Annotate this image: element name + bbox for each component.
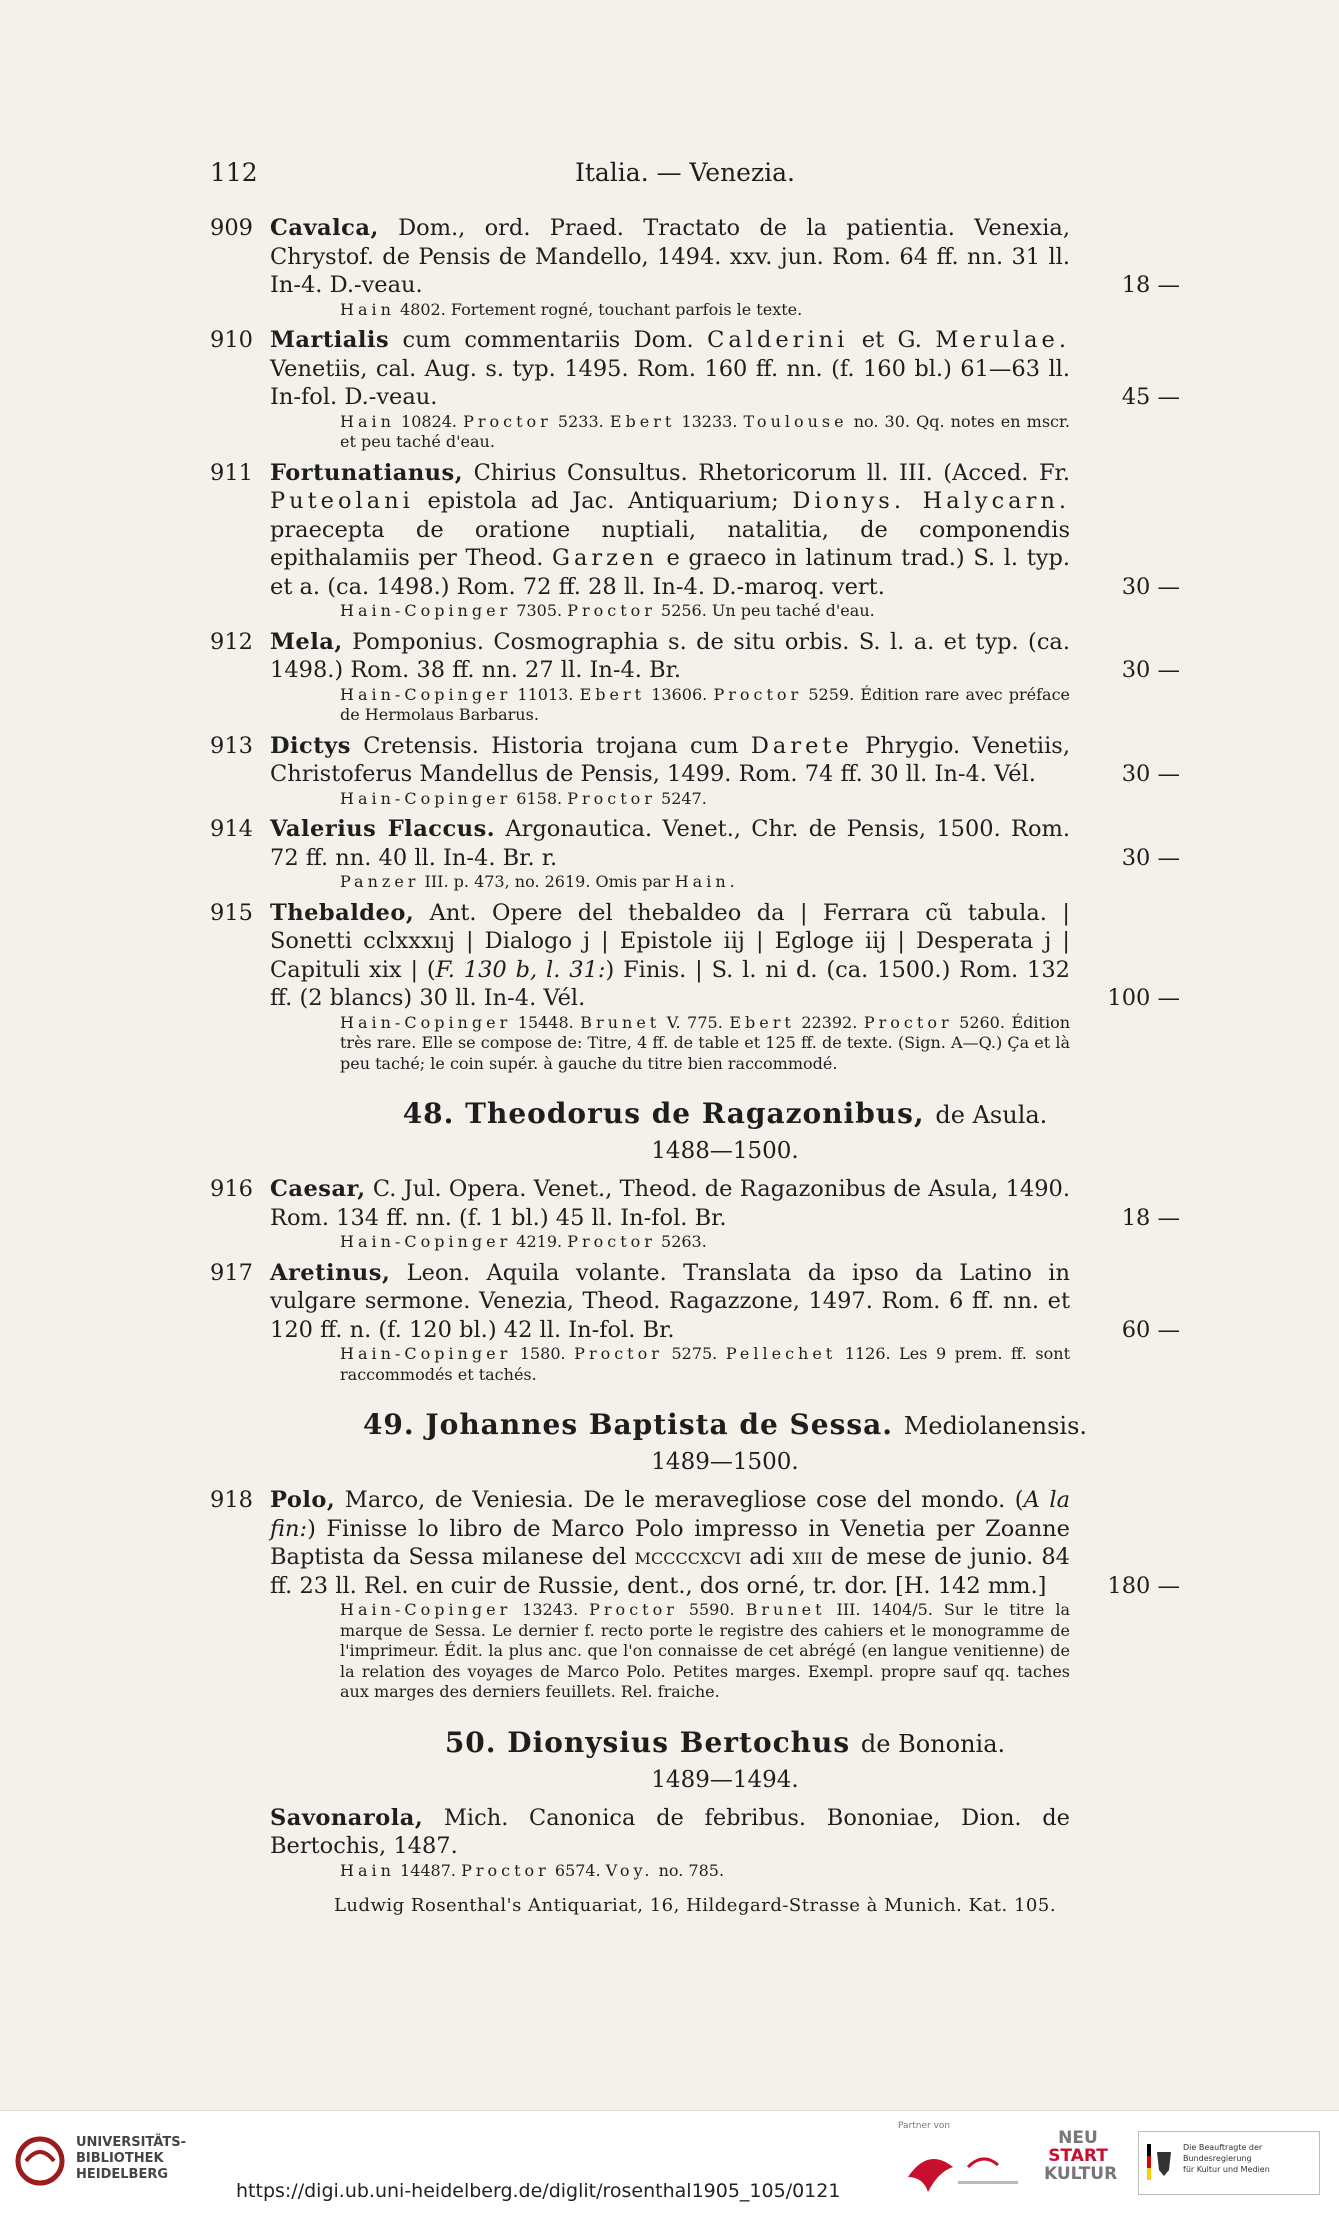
- catalog-entry: [210, 1804, 1180, 1882]
- entry-reference: Hain-Copinger 4219. Proctor 5263.: [340, 1232, 707, 1251]
- bkm-logo[interactable]: Die Beauftragte der Bundesregierung für Kultur und Medien: [1138, 2131, 1320, 2195]
- entry-price: 18 —: [1121, 1204, 1180, 1231]
- entry-text: Dictys Cretensis. Historia trojana cum Darete Phrygio. Venetiis, Christoferus Mandellus de Pensis, 1499. Rom. 74 ff. 30 ll. In-4. Vél.: [270, 732, 1070, 787]
- running-head: [210, 158, 1160, 198]
- entry-price: 18 —: [1121, 272, 1180, 298]
- neustart-kultur-logo[interactable]: NEU START KULTUR: [1044, 2128, 1118, 2184]
- section-heading: 48. Theodorus de Ragazonibus, de Asula.: [402, 1097, 1048, 1130]
- entry-text: Aretinus, Leon. Aquila volante. Translata da ipso da Latino in vulgare sermone. Venezia, Theod. Ragazzone, 1497. Rom. 6 ff. nn. et 120 ff. n. (f. 120 bl.) 42 ll. In-fol. Br.: [270, 1259, 1070, 1343]
- entry-text: Polo, Marco, de Veniesia. De le meravegliose cose del mondo. (A la fin:) Finisse lo libro de Marco Polo impresso in Venetia per Zoanne Baptista da Sessa milanese del mccccxcvi adi xiii de mese de junio. 84 ff. 23 ll. Rel. en cuir de Russie, dent., dos orné, tr. dor. [H. 142 mm.]: [270, 1487, 1070, 1599]
- partner-label: Partner von: [898, 2121, 951, 2131]
- catalog-entry: [210, 1259, 1180, 1386]
- entry-price: 60 —: [1121, 1316, 1180, 1343]
- entry-reference: Hain 14487. Proctor 6574. Voy. no. 785.: [340, 1860, 725, 1880]
- entry-text: Cavalca, Dom., ord. Praed. Tractato de la patientia. Venexia, Chrystof. de Pensis de Mandello, 1494. xxv. jun. Rom. 64 ff. nn. 31 ll. In-4. D.-veau.: [270, 215, 1070, 298]
- page-number: 112: [210, 158, 258, 187]
- entry-number: 918: [210, 1487, 253, 1513]
- catalog-content: [210, 214, 1180, 1916]
- entry-reference: Hain-Copinger 11013. Ebert 13606. Proctor 5259. Édition rare avec préface de Hermolaus Barbarus.: [340, 684, 1071, 724]
- page-url[interactable]: https://digi.ub.uni-heidelberg.de/diglit/rosenthal1905_105/0121: [236, 2180, 841, 2202]
- catalog-entry: [210, 214, 1180, 320]
- entry-reference: Hain-Copinger 6158. Proctor 5247.: [340, 788, 707, 808]
- entry-number: 912: [210, 628, 253, 655]
- catalog-entry: [210, 815, 1180, 893]
- entry-text: Fortunatianus, Chirius Consultus. Rhetoricorum ll. III. (Acced. Fr. Puteolani epistola ad Jac. Antiquarium; Dionys. Halycarn. praecepta de oratione nuptiali, natalitia, de componendis epithalamiis per Theod. Garzen e graeco in latinum trad.) S. l. typ. et a. (ca. 1498.) Rom. 72 ff. 28 ll. In-4. D.-maroq. vert.: [270, 459, 1070, 600]
- section-years: 1489—1494.: [651, 1766, 799, 1793]
- entry-number: 910: [210, 327, 253, 353]
- catalog-entry: [210, 899, 1180, 1075]
- entry-reference: Hain-Copinger 15448. Brunet V. 775. Ebert 22392. Proctor 5260. Édition très rare. Elle se compose de: Titre, 4 ff. de table et 125 ff. de texte. (Sign. A—Q.) Ça et là peu taché; le coin supér. à gauche du titre bien raccommodé.: [340, 1012, 1071, 1073]
- entry-number: 916: [210, 1176, 253, 1202]
- publisher-imprint: Ludwig Rosenthal's Antiquariat, 16, Hildegard-Strasse à Munich. Kat. 105.: [333, 1895, 1057, 1916]
- entry-text: Mela, Pomponius. Cosmographia s. de situ orbis. S. l. a. et typ. (ca. 1498.) Rom. 38 ff. nn. 27 ll. In-4. Br.: [270, 628, 1070, 683]
- entry-price: 30 —: [1121, 761, 1180, 787]
- catalog-entry: [210, 628, 1180, 726]
- entry-number: 914: [210, 816, 253, 842]
- section-heading: 50. Dionysius Bertochus de Bononia.: [444, 1725, 1006, 1759]
- entry-number: 913: [210, 732, 253, 759]
- entry-price: 30 —: [1121, 573, 1180, 600]
- entry-price: 180 —: [1107, 1572, 1180, 1599]
- entry-price: 100 —: [1107, 985, 1180, 1011]
- page-title: Italia. — Venezia.: [574, 158, 796, 187]
- university-seal-icon: [12, 2131, 68, 2191]
- catalog-entry: [210, 1486, 1180, 1703]
- catalog-entry: [210, 459, 1180, 622]
- entry-text: Valerius Flaccus. Argonautica. Venet., Chr. de Pensis, 1500. Rom. 72 ff. nn. 40 ll. In-4. Br. r.: [270, 816, 1070, 871]
- section-heading: 49. Johannes Baptista de Sessa. Mediolanensis.: [362, 1408, 1088, 1441]
- entry-price: 30 —: [1121, 844, 1180, 871]
- entry-reference: Hain-Copinger 13243. Proctor 5590. Brunet III. 1404/5. Sur le titre la marque de Sessa. Le dernier f. recto porte le registre des cahiers et le monogramme de l'imprimeur. Édit. la plus anc. que l'on connaisse de cet abrégé (en langue venitienne) de la relation des voyages de Marco Polo. Petites marges. Exempl. propre sauf qq. taches aux marges des derniers feuillets. Rel. fraiche.: [340, 1600, 1071, 1701]
- entry-number: 909: [210, 215, 253, 241]
- dfg-bird-logo-icon[interactable]: [898, 2137, 1028, 2197]
- entry-number: 917: [210, 1259, 253, 1286]
- catalog-entry: [210, 326, 1180, 453]
- university-library-name: UNIVERSITÄTS- BIBLIOTHEK HEIDELBERG: [76, 2135, 186, 2182]
- section-years: 1489—1500.: [651, 1449, 799, 1475]
- catalog-entry: [210, 732, 1180, 810]
- entry-reference: Hain 10824. Proctor 5233. Ebert 13233. Toulouse no. 30. Qq. notes en mscr. et peu taché d'eau.: [340, 411, 1070, 451]
- entry-price: 45 —: [1121, 384, 1180, 410]
- entry-text: Thebaldeo, Ant. Opere del thebaldeo da | Ferrara cũ tabula. | Sonetti cclxxxııj | Dialogo j | Epistole iij | Egloge iij | Desperata j | Capituli xix | (F. 130 b, l. 31:) Finis. | S. l. ni d. (ca. 1500.) Rom. 132 ff. (2 blancs) 30 ll. In-4. Vél.: [270, 899, 1070, 1011]
- entry-text: Caesar, C. Jul. Opera. Venet., Theod. de Ragazonibus de Asula, 1490. Rom. 134 ff. nn. (f. 1 bl.) 45 ll. In-fol. Br.: [270, 1176, 1070, 1231]
- entry-reference: Hain 4802. Fortement rogné, touchant parfois le texte.: [340, 299, 803, 319]
- entry-price: 30 —: [1121, 657, 1180, 683]
- federal-eagle-icon: [1147, 2144, 1175, 2182]
- entry-number: 911: [210, 459, 253, 486]
- catalog-entry: [210, 1175, 1180, 1253]
- entry-text: Savonarola, Mich. Canonica de febribus. Bononiae, Dion. de Bertochis, 1487.: [270, 1804, 1070, 1859]
- entry-number: 915: [210, 899, 253, 926]
- entry-reference: Hain-Copinger 1580. Proctor 5275. Pellechet 1126. Les 9 prem. ff. sont raccommodés et tachés.: [340, 1344, 1071, 1384]
- entry-text: Martialis cum commentariis Dom. Calderini et G. Merulae. Venetiis, cal. Aug. s. typ. 1495. Rom. 160 ff. nn. (f. 160 bl.) 61—63 ll. In-fol. D.-veau.: [270, 327, 1070, 410]
- entry-reference: Hain-Copinger 7305. Proctor 5256. Un peu taché d'eau.: [340, 601, 875, 620]
- section-years: 1488—1500.: [651, 1138, 799, 1164]
- entry-reference: Panzer III. p. 473, no. 2619. Omis par Hain.: [340, 872, 735, 891]
